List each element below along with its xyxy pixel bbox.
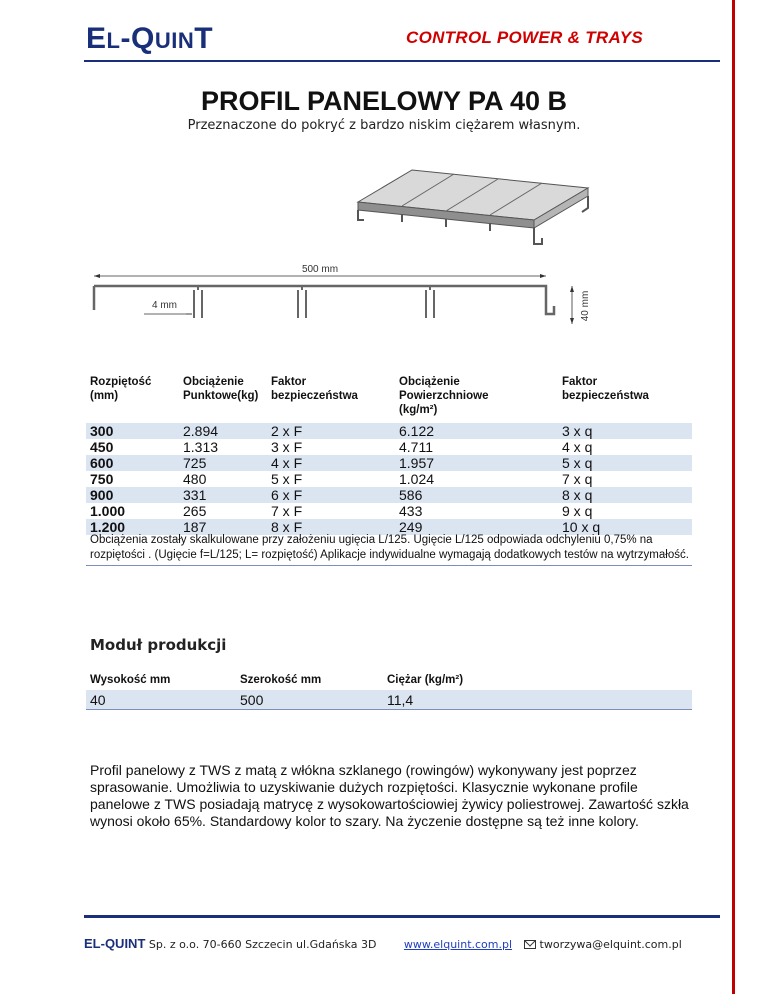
page-title: PROFIL PANELOWY PA 40 B — [200, 86, 568, 116]
tagline: CONTROL POWER & TRAYS — [406, 28, 644, 47]
module-table — [86, 674, 692, 710]
envelope-icon — [524, 940, 536, 949]
load-table — [86, 375, 692, 535]
table-row: 900 331 6 x F 586 8 x q — [86, 487, 692, 503]
product-description: Profil panelowy z TWS z matą z włókna szklanego (rowingów) wykonywany jest poprzez sprasowanie. Umożliwia to uzyskiwanie dużych rozpiętości. Klasycznie wykonane profile panelowe z TWS posiadają matrycę z wysokowartościowiej żywicy poliestrowej. Zawartość szkła wynosi około 65%. Standardowy kolor to szary. Na życzenie dostępne są też inne kolory. — [90, 762, 689, 829]
module-section-title: Moduł produkcji — [90, 636, 227, 654]
website-link[interactable]: www.elquint.com.pl — [403, 938, 513, 951]
table-row: 300 2.894 2 x F 6.122 3 x q — [86, 423, 692, 439]
footer — [84, 936, 682, 951]
height-label: 40 mm — [580, 290, 591, 322]
width-label: 500 mm — [301, 264, 339, 275]
height-value: 40 — [90, 692, 106, 708]
header-safety-factor-f: Faktor bezpieczeństwa — [271, 376, 358, 402]
table-row: 600 725 4 x F 1.957 5 x q — [86, 455, 692, 471]
footer-divider — [84, 915, 720, 918]
company-logo: EL-QUINT — [86, 22, 214, 55]
email-contact[interactable]: tworzywa@elquint.com.pl — [524, 938, 682, 951]
table-row: 1.200 187 8 x F 249 10 x q — [86, 519, 692, 535]
load-table-header — [86, 375, 692, 423]
header-height: Wysokość mm — [90, 674, 171, 686]
table-row: 1.000 265 7 x F 433 9 x q — [90, 503, 593, 519]
header-point-load: Obciążenie Punktowe(kg) — [183, 376, 259, 402]
module-table-header — [86, 674, 692, 690]
footer-address: Sp. z o.o. 70-660 Szczecin ul.Gdańska 3D — [148, 938, 377, 951]
weight-value: 11,4 — [387, 692, 414, 708]
header-weight: Ciężar (kg/m²) — [387, 674, 464, 686]
table-row: 450 1.313 3 x F 4.711 4 x q — [90, 439, 593, 455]
width-value: 500 — [240, 692, 264, 708]
header-width: Szerokość mm — [240, 674, 322, 686]
cross-section-drawing — [84, 262, 604, 330]
page-subtitle: Przeznaczone do pokryć z bardzo niskim ciężarem własnym. — [187, 118, 581, 133]
header-divider — [84, 60, 720, 62]
header-span: Rozpiętość (mm) — [90, 376, 152, 402]
product-illustration — [350, 160, 595, 250]
thickness-label: 4 mm — [152, 300, 177, 311]
table-row: 750 480 5 x F 1.024 7 x q — [90, 471, 593, 487]
header-surface-load: Obciążenie Powierzchniowe (kg/m²) — [399, 376, 489, 416]
header-safety-factor-q: Faktor bezpieczeństwa — [562, 376, 649, 402]
table-row — [86, 690, 692, 710]
calculation-note: Obciążenia zostały skalkulowane przy założeniu ugięcia L/125. Ugięcie L/125 odpowiada odchyleniu 0,75% na rozpiętości . (Ugięcie f=L/125; L= rozpiętość) Aplikacje indywidualne wymagają dodatkowych testów na wytrzymałość. — [86, 533, 692, 566]
right-accent-rule — [732, 0, 735, 994]
footer-logo: EL-QUINT — [84, 936, 146, 951]
